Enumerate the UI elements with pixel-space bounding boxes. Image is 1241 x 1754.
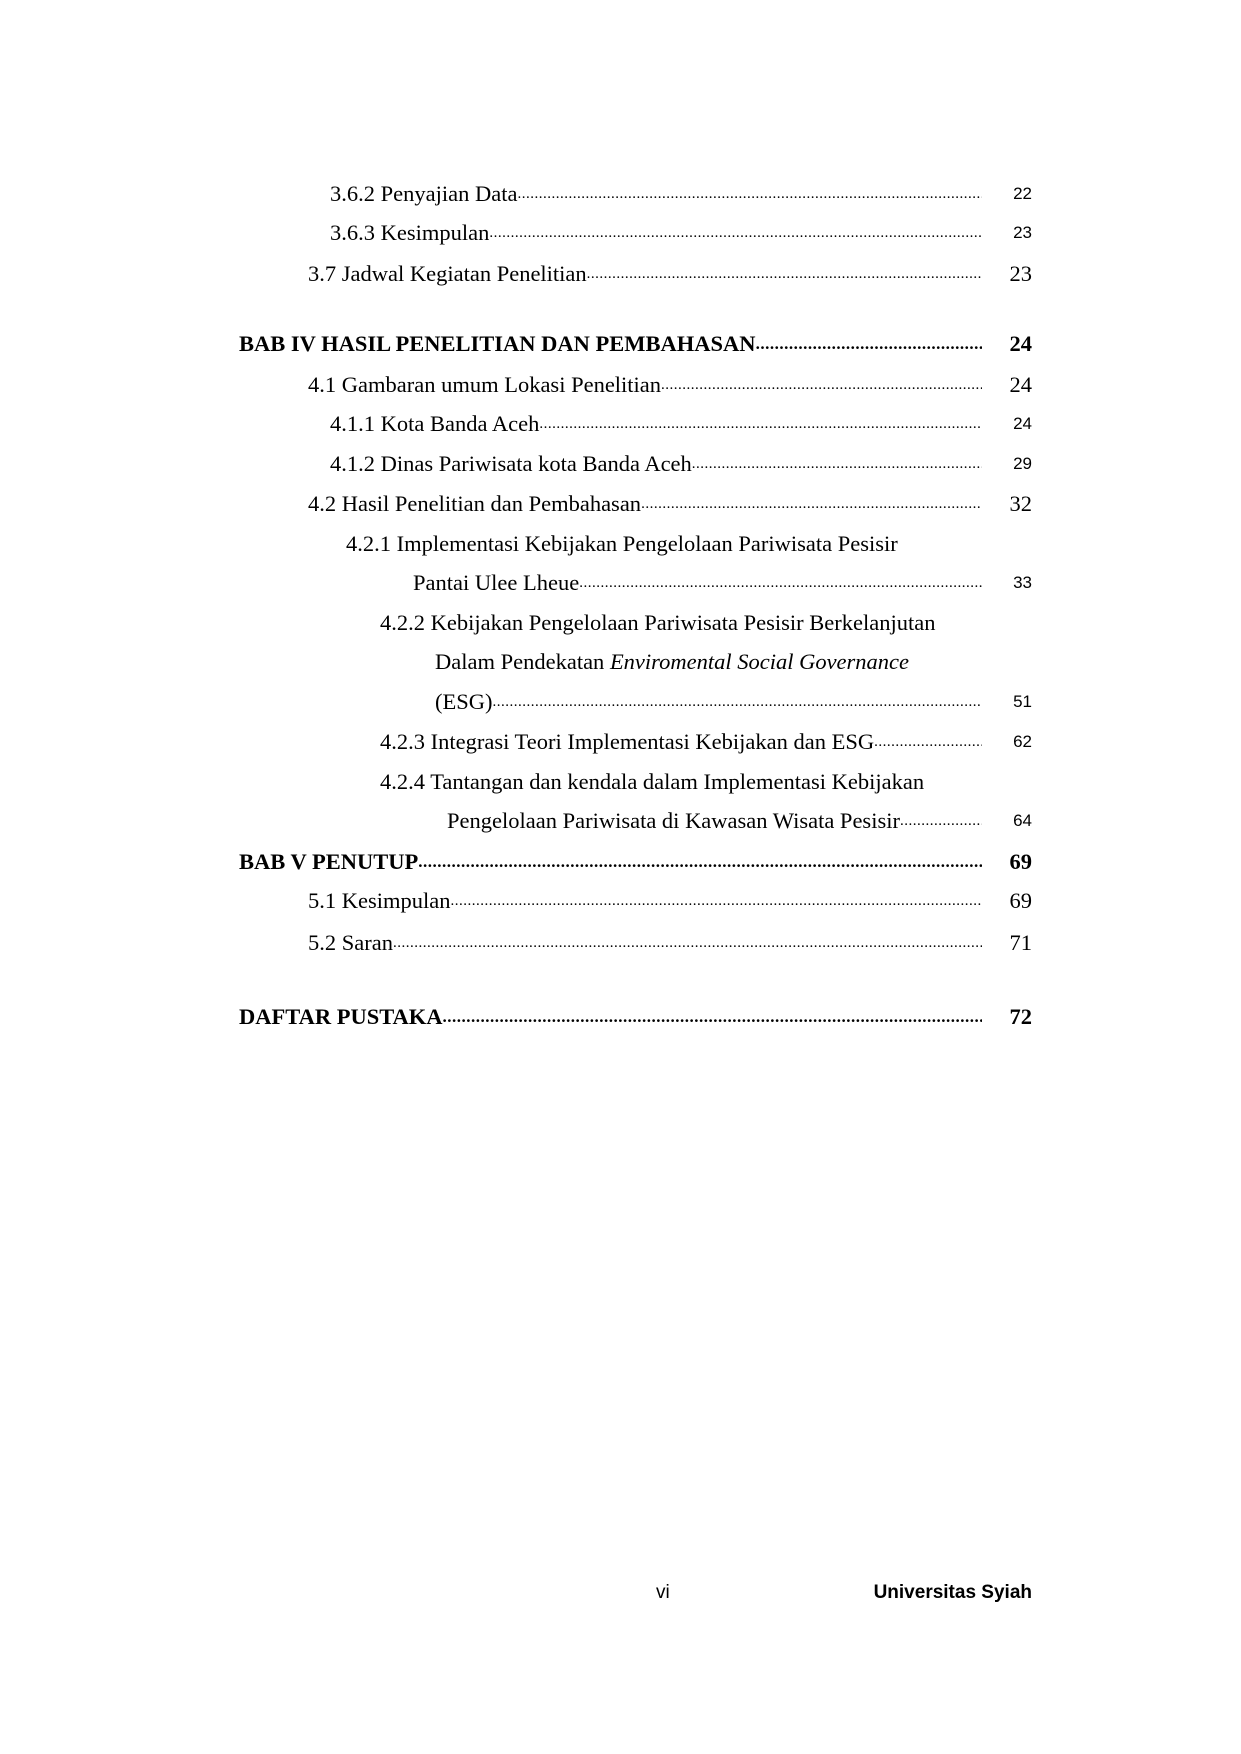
dot-leader: [756, 329, 982, 359]
toc-page: 72: [1009, 1004, 1032, 1029]
dot-leader: [900, 806, 982, 836]
toc-page: 32: [1009, 491, 1032, 516]
footer-page-number: vi: [656, 1582, 670, 1603]
toc-label: Pantai Ulee Lheue: [413, 570, 580, 595]
toc-entry: [330, 218, 982, 248]
toc-page: 64: [1013, 811, 1032, 830]
toc-label: 5.2 Saran: [308, 930, 393, 955]
toc-chapter: [239, 329, 982, 359]
dot-leader: [418, 847, 982, 877]
toc-label: (ESG): [435, 689, 493, 714]
toc-entry: [330, 449, 982, 479]
toc-entry: [330, 409, 982, 439]
label-italic: Enviromental Social Governance: [609, 649, 910, 674]
toc-entry: [308, 886, 982, 916]
toc-label: 4.1.2 Dinas Pariwisata kota Banda Aceh: [330, 451, 692, 476]
dot-leader: [587, 259, 982, 289]
dot-leader: [450, 886, 982, 916]
toc-page: 69: [1009, 849, 1032, 874]
toc-chapter: [239, 1002, 982, 1032]
footer-institution: Universitas Syiah: [873, 1582, 1032, 1603]
toc-entry: [447, 806, 982, 836]
toc-label: 4.2.4 Tantangan dan kendala dalam Implementasi Kebijakan: [380, 769, 925, 794]
toc-entry: [380, 727, 982, 757]
toc-entry: [435, 687, 982, 717]
toc-page: 71: [1009, 930, 1032, 955]
toc-entry: [330, 179, 982, 209]
toc-label: 4.1.1 Kota Banda Aceh: [330, 411, 540, 436]
toc-page: 69: [1009, 888, 1032, 913]
toc-entry: [308, 370, 982, 400]
dot-leader: [493, 687, 983, 717]
toc-label: 4.2 Hasil Penelitian dan Pembahasan: [308, 491, 642, 516]
dot-leader: [443, 1002, 982, 1032]
toc-page: 24: [1013, 414, 1032, 433]
dot-leader: [641, 489, 982, 519]
toc-page: 24: [1009, 331, 1032, 356]
dot-leader: [874, 727, 982, 757]
toc-label: BAB IV HASIL PENELITIAN DAN PEMBAHASAN: [239, 331, 756, 356]
toc-label: [435, 647, 909, 677]
toc-label: 5.1 Kesimpulan: [308, 888, 451, 913]
toc-page: 22: [1013, 184, 1032, 203]
toc-label: 4.1 Gambaran umum Lokasi Penelitian: [308, 372, 662, 397]
toc-label: 3.6.2 Penyajian Data: [330, 181, 518, 206]
toc-page: 51: [1013, 692, 1032, 711]
toc-label: 3.6.3 Kesimpulan: [330, 220, 490, 245]
toc-label: 4.2.1 Implementasi Kebijakan Pengelolaan Pariwisata Pesisir: [346, 531, 898, 556]
toc-label: Pengelolaan Pariwisata di Kawasan Wisata Pesisir: [447, 808, 900, 833]
toc-entry: [308, 259, 982, 289]
label-text: Dalam Pendekatan: [435, 649, 610, 674]
toc-page: 29: [1013, 454, 1032, 473]
dot-leader: [539, 409, 982, 439]
toc-label: DAFTAR PUSTAKA: [239, 1004, 443, 1029]
toc-page: 62: [1013, 732, 1032, 751]
toc-label: BAB V PENUTUP: [239, 849, 419, 874]
toc-page: 33: [1013, 573, 1032, 592]
toc-entry: [413, 568, 982, 598]
dot-leader: [692, 449, 982, 479]
toc-chapter: [239, 847, 982, 877]
toc-page: 23: [1013, 223, 1032, 242]
toc-entry: [308, 489, 982, 519]
dot-leader: [517, 179, 982, 209]
toc-label: 3.7 Jadwal Kegiatan Penelitian: [308, 261, 587, 286]
dot-leader: [393, 928, 982, 958]
toc-label: 4.2.2 Kebijakan Pengelolaan Pariwisata Pesisir Berkelanjutan: [380, 610, 936, 635]
dot-leader: [661, 370, 982, 400]
toc-page: 24: [1009, 372, 1032, 397]
dot-leader: [489, 218, 982, 248]
toc-label: 4.2.3 Integrasi Teori Implementasi Kebijakan dan ESG: [380, 729, 875, 754]
dot-leader: [579, 568, 982, 598]
toc-page: 23: [1009, 261, 1032, 286]
toc-entry: [308, 928, 982, 958]
